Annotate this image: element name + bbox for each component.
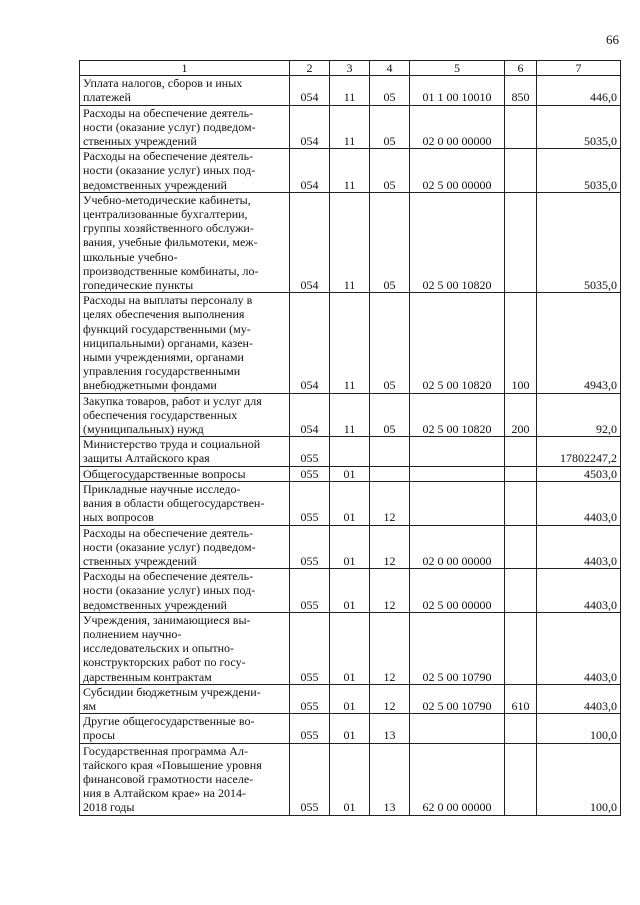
row-name-line: внебюджетными фондами: [83, 378, 217, 393]
row-name-line: ности (оказание услуг) иных под-: [83, 163, 256, 178]
cell-c2: 054: [290, 76, 330, 105]
cell-c4: 05: [370, 393, 410, 437]
row-name-line: вания, учебные фильмотеки, меж-: [83, 235, 258, 250]
cell-c4: 12: [370, 525, 410, 569]
row-name-line: Закупка товаров, работ и услуг для: [83, 393, 262, 408]
cell-c3: [330, 437, 370, 466]
table-row: [80, 466, 621, 481]
table-row: [80, 293, 621, 393]
cell-c3: 11: [330, 105, 370, 149]
row-name-cell: [80, 481, 290, 525]
cell-c7: 4403,0: [537, 525, 621, 569]
cell-c4: 12: [370, 481, 410, 525]
row-name-line: ности (оказание услуг) подведом-: [83, 119, 256, 134]
cell-c2: 054: [290, 105, 330, 149]
cell-c4: 05: [370, 293, 410, 393]
cell-c7: 4403,0: [537, 569, 621, 613]
cell-c3: 11: [330, 192, 370, 292]
cell-c3: 11: [330, 393, 370, 437]
cell-c4: 12: [370, 612, 410, 684]
row-name-line: Расходы на обеспечение деятель-: [83, 569, 254, 584]
cell-c2: 055: [290, 684, 330, 713]
cell-c7: 17802247,2: [537, 437, 621, 466]
cell-c2: 055: [290, 481, 330, 525]
row-name-cell: [80, 437, 290, 466]
table-row: [80, 76, 621, 105]
row-name-cell: [80, 76, 290, 105]
cell-c6: [505, 569, 537, 613]
cell-c6: [505, 525, 537, 569]
table-row: [80, 481, 621, 525]
row-name-line: ям: [83, 698, 97, 713]
cell-c5: 02 5 00 10790: [410, 684, 505, 713]
row-name-line: Расходы на обеспечение деятель-: [83, 149, 254, 164]
cell-c5: 02 5 00 00000: [410, 149, 505, 193]
cell-c7: 4403,0: [537, 684, 621, 713]
cell-c6: 850: [505, 76, 537, 105]
row-name-line: Учебно-методические кабинеты,: [83, 192, 251, 207]
cell-c3: 01: [330, 481, 370, 525]
row-name-line: ния в Алтайском крае» на 2014-: [83, 786, 246, 801]
row-name-line: Государственная программа Ал-: [83, 743, 248, 758]
cell-c4: 05: [370, 105, 410, 149]
table-row: [80, 569, 621, 613]
cell-c3: 11: [330, 76, 370, 105]
cell-c6: [505, 437, 537, 466]
row-name-line: ственных учреждений: [83, 134, 197, 149]
row-name-line: тайского края «Повышение уровня: [83, 757, 262, 772]
row-name-line: ности (оказание услуг) подведом-: [83, 539, 256, 554]
row-name-cell: [80, 393, 290, 437]
table-row: [80, 437, 621, 466]
row-name-line: школьные учебно-: [83, 249, 178, 264]
row-name-line: финансовой грамотности населе-: [83, 771, 254, 786]
header-cell: 3: [330, 61, 370, 76]
cell-c5: 02 5 00 10820: [410, 393, 505, 437]
row-name-line: гопедические пункты: [83, 278, 194, 293]
header-cell: 2: [290, 61, 330, 76]
row-name-line: группы хозяйственного обслужи-: [83, 221, 254, 236]
cell-c5: [410, 714, 505, 743]
row-name-line: ности (оказание услуг) иных под-: [83, 583, 256, 598]
row-name-line: конструкторских работ по госу-: [83, 655, 246, 670]
cell-c7: 4403,0: [537, 481, 621, 525]
row-name-line: ниципальными) органами, казен-: [83, 335, 253, 350]
table-row: [80, 525, 621, 569]
cell-c7: 4503,0: [537, 466, 621, 481]
cell-c3: 01: [330, 743, 370, 815]
cell-c5: 02 5 00 10820: [410, 293, 505, 393]
row-name-line: Общегосударственные вопросы: [83, 466, 246, 481]
table-row: [80, 612, 621, 684]
cell-c7: 4403,0: [537, 612, 621, 684]
header-cell: 6: [505, 61, 537, 76]
row-name-line: Расходы на обеспечение деятель-: [83, 105, 254, 120]
row-name-cell: [80, 525, 290, 569]
cell-c7: 100,0: [537, 743, 621, 815]
row-name-line: 2018 годы: [83, 800, 135, 815]
row-name-line: ными учреждениями, органами: [83, 350, 244, 365]
table-row: [80, 684, 621, 713]
table-row: [80, 393, 621, 437]
row-name-line: исследовательских и опытно-: [83, 641, 235, 656]
cell-c4: 13: [370, 743, 410, 815]
row-name-line: ных вопросов: [83, 510, 154, 525]
cell-c6: 100: [505, 293, 537, 393]
cell-c4: 05: [370, 192, 410, 292]
cell-c7: 4943,0: [537, 293, 621, 393]
cell-c2: 054: [290, 149, 330, 193]
cell-c3: 01: [330, 612, 370, 684]
cell-c4: [370, 466, 410, 481]
row-name-cell: [80, 743, 290, 815]
cell-c7: 5035,0: [537, 105, 621, 149]
cell-c2: 055: [290, 743, 330, 815]
cell-c3: 01: [330, 714, 370, 743]
row-name-line: обеспечения государственных: [83, 407, 238, 422]
cell-c5: 01 1 00 10010: [410, 76, 505, 105]
cell-c5: 02 5 00 10790: [410, 612, 505, 684]
cell-c2: 054: [290, 192, 330, 292]
row-name-line: Учреждения, занимающиеся вы-: [83, 612, 251, 627]
header-cell: 1: [80, 61, 290, 76]
cell-c4: 05: [370, 149, 410, 193]
row-name-line: ведомственных учреждений: [83, 597, 227, 612]
cell-c6: 200: [505, 393, 537, 437]
row-name-line: вания в области общегосударствен-: [83, 496, 265, 511]
cell-c7: 92,0: [537, 393, 621, 437]
cell-c2: 055: [290, 466, 330, 481]
cell-c6: [505, 466, 537, 481]
row-name-line: целях обеспечения выполнения: [83, 307, 245, 322]
cell-c6: [505, 149, 537, 193]
cell-c2: 055: [290, 612, 330, 684]
cell-c5: 02 5 00 10820: [410, 192, 505, 292]
cell-c5: [410, 466, 505, 481]
page-number: 66: [606, 32, 619, 47]
table-header-row: [80, 61, 621, 76]
row-name-line: (муниципальных) нужд: [83, 422, 204, 437]
row-name-cell: [80, 714, 290, 743]
cell-c7: 100,0: [537, 714, 621, 743]
row-name-line: производственные комбинаты, ло-: [83, 263, 259, 278]
row-name-line: централизованные бухгалтерии,: [83, 207, 248, 222]
cell-c3: 11: [330, 293, 370, 393]
header-cell: 5: [410, 61, 505, 76]
cell-c2: 055: [290, 525, 330, 569]
row-name-line: полнением научно-: [83, 626, 182, 641]
row-name-line: Министерство труда и социальной: [83, 437, 261, 452]
header-cell: 7: [537, 61, 621, 76]
row-name-line: Прикладные научные исследо-: [83, 481, 241, 496]
header-cell: 4: [370, 61, 410, 76]
cell-c4: 13: [370, 714, 410, 743]
budget-table: [79, 60, 621, 816]
cell-c3: 01: [330, 466, 370, 481]
cell-c6: [505, 714, 537, 743]
cell-c5: 02 0 00 00000: [410, 105, 505, 149]
cell-c2: 055: [290, 714, 330, 743]
row-name-cell: [80, 612, 290, 684]
row-name-line: просы: [83, 728, 116, 743]
row-name-line: Уплата налогов, сборов и иных: [83, 76, 243, 91]
cell-c3: 01: [330, 684, 370, 713]
cell-c4: 05: [370, 76, 410, 105]
cell-c3: 01: [330, 569, 370, 613]
cell-c4: [370, 437, 410, 466]
row-name-cell: [80, 192, 290, 292]
cell-c6: [505, 105, 537, 149]
cell-c6: [505, 612, 537, 684]
row-name-cell: [80, 569, 290, 613]
table-row: [80, 714, 621, 743]
cell-c7: 5035,0: [537, 149, 621, 193]
row-name-line: платежей: [83, 90, 131, 105]
cell-c5: 62 0 00 00000: [410, 743, 505, 815]
cell-c3: 11: [330, 149, 370, 193]
cell-c6: [505, 192, 537, 292]
table-row: [80, 192, 621, 292]
row-name-line: дарственным контрактам: [83, 669, 212, 684]
row-name-line: Другие общегосударственные во-: [83, 714, 255, 729]
cell-c5: [410, 437, 505, 466]
row-name-line: Субсидии бюджетным учреждени-: [83, 684, 261, 699]
cell-c3: 01: [330, 525, 370, 569]
cell-c2: 055: [290, 437, 330, 466]
row-name-cell: [80, 684, 290, 713]
table-row: [80, 149, 621, 193]
row-name-cell: [80, 293, 290, 393]
row-name-line: Расходы на обеспечение деятель-: [83, 525, 254, 540]
cell-c7: 5035,0: [537, 192, 621, 292]
row-name-cell: [80, 466, 290, 481]
cell-c6: [505, 481, 537, 525]
cell-c6: 610: [505, 684, 537, 713]
cell-c4: 12: [370, 684, 410, 713]
cell-c2: 054: [290, 393, 330, 437]
cell-c7: 446,0: [537, 76, 621, 105]
table-row: [80, 743, 621, 815]
cell-c2: 055: [290, 569, 330, 613]
cell-c5: 02 0 00 00000: [410, 525, 505, 569]
row-name-line: ведомственных учреждений: [83, 177, 227, 192]
table-row: [80, 105, 621, 149]
cell-c5: [410, 481, 505, 525]
row-name-cell: [80, 149, 290, 193]
cell-c4: 12: [370, 569, 410, 613]
row-name-cell: [80, 105, 290, 149]
row-name-line: ственных учреждений: [83, 553, 197, 568]
cell-c2: 054: [290, 293, 330, 393]
cell-c6: [505, 743, 537, 815]
row-name-line: Расходы на выплаты персоналу в: [83, 293, 253, 308]
row-name-line: управления государственными: [83, 364, 241, 379]
row-name-line: защиты Алтайского края: [83, 451, 210, 466]
row-name-line: функций государственными (му-: [83, 321, 251, 336]
cell-c5: 02 5 00 00000: [410, 569, 505, 613]
